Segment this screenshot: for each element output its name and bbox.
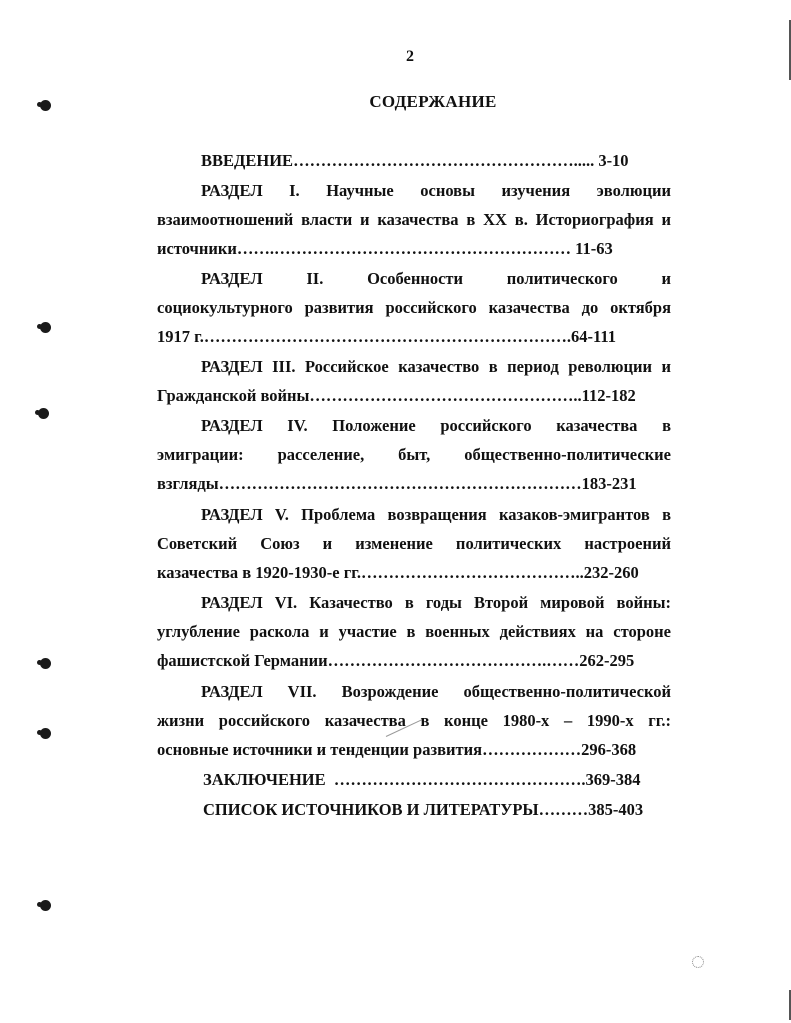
toc-entry-label: Гражданской войны	[157, 386, 310, 405]
toc-section-2-line-3	[157, 327, 616, 347]
toc-leader-dots: …………………………………………..	[309, 386, 582, 405]
toc-entry-pages: 296-368	[581, 740, 637, 759]
toc-entry-label: основные источники и тенденции развития	[157, 740, 483, 759]
toc-entry-label: ВВЕДЕНИЕ	[201, 151, 294, 170]
toc-entry-label: ЗАКЛЮЧЕНИЕ	[203, 770, 326, 789]
toc-section-1-line-1: РАЗДЕЛ I. Научные основы изучения эволюции	[201, 181, 671, 200]
toc-section-4-line-2: эмиграции: расселение, быт, общественно-политические	[157, 445, 671, 464]
toc-section-7-line-2: жизни российского казачества в конце 1980-х – 1990-х гг.:	[157, 711, 671, 730]
toc-entry-pages: 3-10	[598, 151, 629, 170]
toc-section-6-line-2: углубление раскола и участие в военных действиях на стороне	[157, 622, 671, 641]
toc-entry-pages: 11-63	[575, 239, 613, 258]
toc-entry-bibliography	[203, 800, 643, 820]
toc-entry-pages: 64-111	[571, 327, 616, 346]
toc-leader-dots: …………………………………………………………	[218, 474, 582, 493]
toc-leader-dots: ……………………………………….	[333, 770, 586, 789]
toc-section-5-line-2: Советский Союз и изменение политических настроений	[157, 534, 671, 553]
page-number: 2	[406, 48, 414, 65]
toc-section-3-line-1: РАЗДЕЛ III. Российское казачество в период революции и	[201, 357, 671, 376]
toc-section-7-line-3	[157, 740, 636, 760]
toc-entry-conclusion	[203, 770, 641, 790]
toc-section-1-line-3	[157, 239, 613, 259]
toc-entry-pages: 262-295	[579, 651, 635, 670]
toc-entry-pages: 232-260	[583, 563, 639, 582]
toc-entry-pages: 385-403	[588, 800, 644, 819]
toc-section-2-line-2: социокультурного развития российского казачества до октября	[157, 298, 671, 317]
toc-leader-dots: ………	[538, 800, 589, 819]
toc-section-5-line-3	[157, 563, 639, 583]
toc-entry-intro	[201, 151, 629, 171]
toc-entry-label: СПИСОК ИСТОЧНИКОВ И ЛИТЕРАТУРЫ	[203, 800, 539, 819]
toc-section-6-line-1: РАЗДЕЛ VI. Казачество в годы Второй мировой войны:	[201, 593, 671, 612]
toc-section-7-line-1: РАЗДЕЛ VII. Возрождение общественно-политической	[201, 682, 671, 701]
toc-entry-label: 1917 г.	[157, 327, 204, 346]
toc-section-2-line-1: РАЗДЕЛ II. Особенности политического и	[201, 269, 671, 288]
toc-section-5-line-1: РАЗДЕЛ V. Проблема возвращения казаков-эмигрантов в	[201, 505, 671, 524]
toc-section-1-line-2: взаимоотношений власти и казачества в XX в. Историография и	[157, 210, 671, 229]
toc-leader-dots: …………………………………………….....	[293, 151, 595, 170]
toc-section-4-line-1: РАЗДЕЛ IV. Положение российского казачества в	[201, 416, 671, 435]
toc-entry-label: взгляды	[157, 474, 219, 493]
toc-entry-label: казачества в 1920-1930-е гг.	[157, 563, 361, 582]
toc-entry-label: фашистской Германии	[157, 651, 328, 670]
toc-entry-label: источники	[157, 239, 237, 258]
toc-leader-dots: …….………………………………………………	[236, 239, 571, 258]
toc-leader-dots: …………………………………..	[361, 563, 584, 582]
toc-leader-dots: ………………………………….……	[327, 651, 580, 670]
toc-entry-pages: 112-182	[581, 386, 636, 405]
toc-leader-dots: ………………	[482, 740, 582, 759]
toc-entry-pages: 183-231	[581, 474, 637, 493]
toc-section-3-line-2	[157, 386, 636, 406]
toc-entry-pages: 369-384	[585, 770, 641, 789]
page-title: СОДЕРЖАНИЕ	[369, 92, 497, 111]
toc-section-4-line-3	[157, 474, 637, 494]
toc-section-6-line-3	[157, 651, 634, 671]
toc-leader-dots: ………………………………………………………….	[203, 327, 572, 346]
